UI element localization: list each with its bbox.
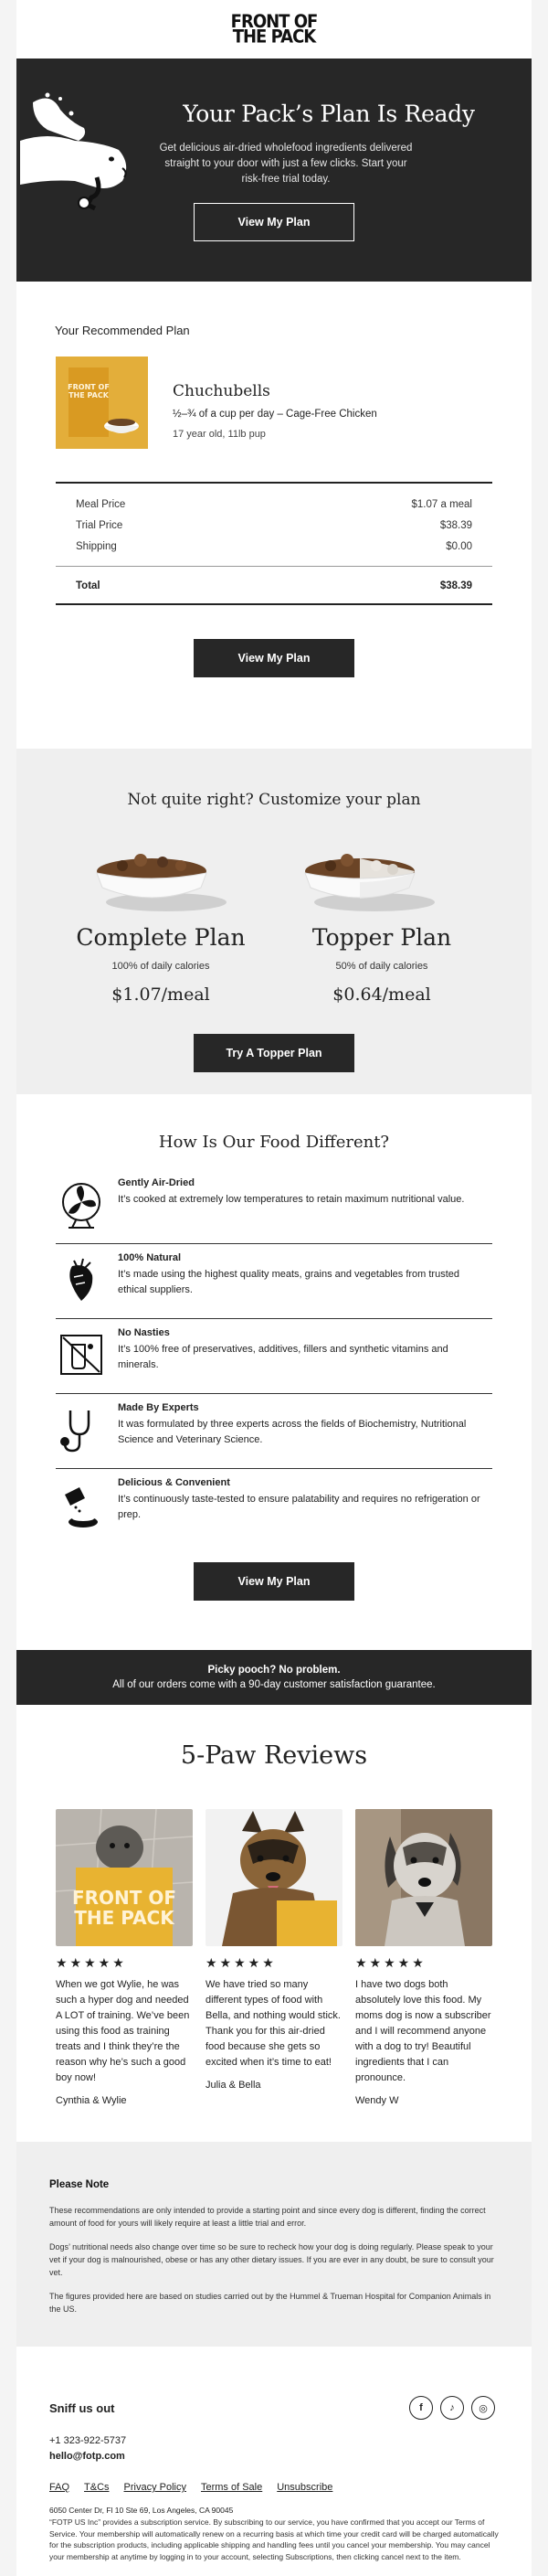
review-text: We have tried so many different types of food with Bella, and nothing would stick. Thank you for this air-dried food because she gets so excited when it’s time to eat!	[206, 1979, 341, 2068]
price-value: $0.00	[446, 541, 472, 552]
divider	[56, 482, 492, 484]
note-paragraph: The figures provided here are based on studies carried out by the Hummel & Trueman Hospital for Companion Animals in the US.	[49, 2292, 491, 2314]
pet-plan-name: Chuchubells	[173, 382, 270, 400]
total-value: $38.39	[439, 580, 472, 591]
reviews-section	[16, 1705, 532, 2142]
feature-text: It’s continuously taste-tested to ensure palatability and requires no refrigeration or prep.	[118, 1494, 480, 1520]
hero-title: Your Pack’s Plan Is Ready	[183, 101, 475, 127]
try-topper-plan-button[interactable]: Try A Topper Plan	[194, 1034, 354, 1072]
food-difference-section	[16, 1094, 532, 1650]
logo-line-2: THE PACK	[232, 26, 316, 48]
review-photo	[206, 1809, 342, 1946]
price-label: Shipping	[76, 541, 117, 552]
feature-title: Delicious & Convenient	[118, 1477, 230, 1488]
star-rating: ★★★★★	[56, 1955, 127, 1970]
email-body	[16, 0, 532, 2576]
feature-text: It’s 100% free of preservatives, additives, fillers and synthetic vitamins and minerals.	[118, 1344, 448, 1370]
pet-details: 17 year old, 11lb pup	[173, 429, 266, 440]
customize-title: Not quite right? Customize your plan	[127, 791, 421, 809]
footer-email[interactable]: hello@fotp.com	[49, 2451, 125, 2462]
logo-line-1: FRONT OF	[230, 11, 318, 33]
terms-of-sale-link[interactable]: Terms of Sale	[200, 2482, 263, 2493]
header	[16, 0, 532, 59]
svg-text:THE PACK: THE PACK	[68, 391, 109, 399]
review-text: I have two dogs both absolutely love this food. My moms dog is now a subscriber and I will recommend anyone with a dog to try! Beautiful ingredients that I can pronounce.	[355, 1979, 491, 2083]
tiktok-icon[interactable]: ♪	[440, 2396, 464, 2420]
plan-calories: 50% of daily calories	[335, 961, 428, 972]
divider	[56, 1318, 492, 1319]
plan-portion: ½–¾ of a cup per day – Cage-Free Chicken	[173, 409, 377, 420]
product-image	[56, 357, 148, 449]
recommended-plan-section	[16, 282, 532, 749]
divider	[56, 1468, 492, 1469]
footer	[16, 2347, 532, 2576]
plan-price: $0.64/meal	[332, 985, 431, 1005]
review-card	[56, 1809, 193, 2106]
price-value: $1.07 a meal	[411, 499, 472, 510]
hero-subtitle: Get delicious air-dried wholefood ingredients delivered straight to your door with just a few clicks. Start your risk-free trial today.	[159, 143, 413, 185]
feature-item	[56, 1323, 492, 1394]
food-scoop-icon	[56, 1478, 109, 1531]
terms-link[interactable]: T&Cs	[84, 2482, 110, 2493]
banner-text: All of our orders come with a 90-day customer satisfaction guarantee.	[112, 1679, 436, 1690]
fan-icon	[56, 1178, 109, 1231]
review-photo	[56, 1809, 193, 1946]
star-rating: ★★★★★	[355, 1955, 427, 1970]
feature-text: It’s cooked at extremely low temperatures to retain maximum nutritional value.	[118, 1194, 465, 1205]
difference-title: How Is Our Food Different?	[158, 1133, 390, 1152]
plan-heading: Your Recommended Plan	[55, 324, 190, 337]
note-paragraph: Dogs’ nutritional needs also change over time so be sure to recheck how your dog is doing regularly. Please speak to your vet if your dog is malnourished, obese or has any other dietary issues. If you are ever in any doubt, be sure to consult your vet.	[49, 2242, 494, 2277]
guarantee-banner	[16, 1650, 532, 1705]
privacy-policy-link[interactable]: Privacy Policy	[123, 2482, 186, 2493]
feature-item	[56, 1398, 492, 1469]
facebook-icon[interactable]: f	[409, 2396, 433, 2420]
plan-title: Topper Plan	[311, 924, 452, 951]
banner-heading: Picky pooch? No problem.	[207, 1665, 341, 1676]
footer-links	[49, 2482, 332, 2493]
footer-title: Sniff us out	[49, 2401, 115, 2415]
feature-item	[56, 1473, 492, 1544]
feature-title: Gently Air-Dried	[118, 1177, 195, 1188]
note-title: Please Note	[49, 2179, 110, 2190]
footer-legal: “FOTP US Inc” provides a subscription service. By subscribing to our service, you have confirmed that you accept our Terms of Service. Your membership will automatically renew on a recurring basis at which time your credit card will be charged automatically for the subscription products, including applicable shipping and handling fees until you cancel your membership. You may cancel your membership at anytime by logging in to your account, selecting Subscriptions, then clicking cancel next to the item.	[49, 2517, 499, 2561]
plan-price: $1.07/meal	[111, 985, 210, 1005]
complete-plan-bowl-image	[86, 840, 232, 913]
please-note-section	[16, 2142, 532, 2347]
star-rating: ★★★★★	[206, 1955, 277, 1970]
svg-text:FRONT OF: FRONT OF	[68, 383, 110, 391]
hero-section	[16, 59, 532, 282]
faq-link[interactable]: FAQ	[49, 2482, 70, 2493]
plan-calories: 100% of daily calories	[111, 961, 210, 972]
feature-title: 100% Natural	[118, 1252, 182, 1263]
footer-address: 6050 Center Dr, Fl 10 Ste 69, Los Angeles, CA 90045	[49, 2506, 234, 2515]
divider	[56, 603, 492, 605]
customize-section	[16, 749, 532, 1094]
plan-title: Complete Plan	[76, 924, 246, 951]
note-paragraph: These recommendations are only intended to provide a starting point and since every dog is different, finding the correct amount of food for yours will likely require at least a little trial and error.	[49, 2206, 486, 2228]
topper-plan-bowl-image	[294, 840, 440, 913]
divider	[56, 1243, 492, 1244]
price-row-meal	[76, 499, 472, 510]
review-card	[355, 1809, 492, 2106]
total-row	[76, 580, 472, 591]
view-plan-button-hero[interactable]: View My Plan	[194, 203, 354, 241]
complete-plan-card[interactable]	[60, 924, 261, 1005]
instagram-icon[interactable]: ◎	[471, 2396, 495, 2420]
feature-text: It was formulated by three experts across the fields of Biochemistry, Nutritional Science and Veterinary Science.	[118, 1419, 467, 1445]
svg-text:FRONT OF: FRONT OF	[71, 1887, 177, 1909]
feature-title: No Nasties	[118, 1327, 170, 1338]
review-text: When we got Wylie, he was such a hyper dog and needed A LOT of training. We’ve been using this food as training treats and I think they’re the reason why he’s such a good boy now!	[56, 1979, 190, 2083]
price-label: Meal Price	[76, 499, 126, 510]
feature-item	[56, 1173, 492, 1244]
review-author: Cynthia & Wylie	[56, 2095, 127, 2106]
total-label: Total	[76, 580, 100, 591]
divider	[56, 1393, 492, 1394]
brand-logo[interactable]	[230, 11, 318, 48]
no-chemicals-icon	[56, 1328, 109, 1381]
review-author: Julia & Bella	[206, 2080, 261, 2091]
price-row-trial	[76, 520, 472, 531]
review-photo	[355, 1809, 492, 1946]
svg-text:THE PACK: THE PACK	[74, 1907, 174, 1929]
price-row-shipping	[76, 541, 472, 552]
reviews-title: 5-Paw Reviews	[180, 1741, 368, 1770]
review-card	[206, 1809, 342, 2091]
feature-title: Made By Experts	[118, 1402, 199, 1413]
footer-phone[interactable]: +1 323-922-5737	[49, 2435, 127, 2446]
price-value: $38.39	[439, 520, 472, 531]
view-plan-button-features[interactable]: View My Plan	[194, 1562, 354, 1601]
feature-item	[56, 1248, 492, 1319]
price-label: Trial Price	[76, 520, 123, 531]
feature-text: It’s made using the highest quality meats, grains and vegetables from trusted ethical suppliers.	[118, 1269, 460, 1295]
divider	[56, 566, 492, 567]
view-plan-button[interactable]: View My Plan	[194, 639, 354, 677]
topper-plan-card[interactable]	[281, 924, 482, 1005]
review-author: Wendy W	[355, 2095, 399, 2106]
unsubscribe-link[interactable]: Unsubscribe	[277, 2482, 333, 2493]
stethoscope-icon	[56, 1403, 109, 1456]
carrot-icon	[56, 1253, 109, 1306]
dog-illustration	[20, 77, 157, 223]
